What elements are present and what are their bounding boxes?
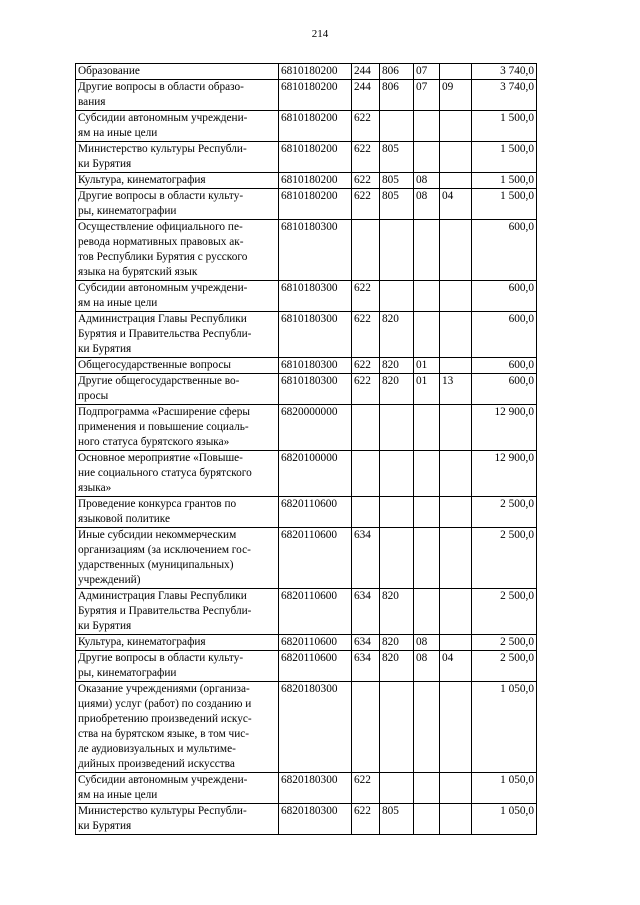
row-amount-cell: 12 900,0 — [472, 405, 537, 451]
budget-table-body — [76, 64, 537, 835]
row-code-cell: 6810180200 — [279, 142, 352, 173]
row-section-cell — [414, 312, 440, 358]
table-row — [76, 80, 537, 111]
row-amount-cell: 1 050,0 — [472, 773, 537, 804]
row-subsection-cell — [440, 804, 472, 835]
row-code-cell: 6820110600 — [279, 589, 352, 635]
row-expense-type-cell — [352, 682, 380, 773]
row-subsection-cell — [440, 405, 472, 451]
row-administrator-cell: 820 — [380, 374, 414, 405]
row-section-cell — [414, 142, 440, 173]
row-expense-type-cell: 244 — [352, 80, 380, 111]
row-amount-cell: 600,0 — [472, 374, 537, 405]
row-subsection-cell — [440, 111, 472, 142]
row-name-cell: Субсидии автономным учреждени- ям на иные цели — [76, 111, 279, 142]
row-section-cell: 08 — [414, 189, 440, 220]
row-amount-cell: 1 500,0 — [472, 142, 537, 173]
row-subsection-cell — [440, 312, 472, 358]
row-administrator-cell — [380, 220, 414, 281]
row-amount-cell: 600,0 — [472, 312, 537, 358]
table-row — [76, 451, 537, 497]
row-expense-type-cell — [352, 220, 380, 281]
row-name-cell: Иные субсидии некоммерческим организациям (за исключением гос- ударственных (муниципальных) учреждений) — [76, 528, 279, 589]
row-section-cell — [414, 682, 440, 773]
row-administrator-cell: 820 — [380, 312, 414, 358]
row-subsection-cell — [440, 64, 472, 80]
row-expense-type-cell: 622 — [352, 173, 380, 189]
row-code-cell: 6820180300 — [279, 682, 352, 773]
row-code-cell: 6810180200 — [279, 80, 352, 111]
row-name-cell: Культура, кинематография — [76, 173, 279, 189]
row-expense-type-cell — [352, 497, 380, 528]
row-administrator-cell — [380, 111, 414, 142]
row-subsection-cell — [440, 451, 472, 497]
row-expense-type-cell: 634 — [352, 651, 380, 682]
row-section-cell — [414, 281, 440, 312]
row-code-cell: 6820180300 — [279, 773, 352, 804]
table-row — [76, 682, 537, 773]
table-row — [76, 142, 537, 173]
row-section-cell — [414, 451, 440, 497]
row-code-cell: 6820100000 — [279, 451, 352, 497]
row-amount-cell: 1 050,0 — [472, 682, 537, 773]
row-section-cell — [414, 773, 440, 804]
row-amount-cell: 1 500,0 — [472, 111, 537, 142]
row-subsection-cell — [440, 281, 472, 312]
row-expense-type-cell: 622 — [352, 773, 380, 804]
row-amount-cell: 2 500,0 — [472, 635, 537, 651]
row-amount-cell: 1 500,0 — [472, 189, 537, 220]
row-amount-cell: 2 500,0 — [472, 651, 537, 682]
row-expense-type-cell: 622 — [352, 312, 380, 358]
table-row — [76, 405, 537, 451]
row-administrator-cell: 820 — [380, 651, 414, 682]
row-section-cell — [414, 528, 440, 589]
row-amount-cell: 600,0 — [472, 220, 537, 281]
row-expense-type-cell: 634 — [352, 589, 380, 635]
row-administrator-cell: 820 — [380, 635, 414, 651]
row-code-cell: 6810180300 — [279, 312, 352, 358]
row-expense-type-cell: 622 — [352, 142, 380, 173]
row-section-cell: 07 — [414, 64, 440, 80]
row-amount-cell: 1 050,0 — [472, 804, 537, 835]
row-name-cell: Другие вопросы в области культу- ры, кинематографии — [76, 189, 279, 220]
row-expense-type-cell: 622 — [352, 111, 380, 142]
row-section-cell — [414, 589, 440, 635]
row-name-cell: Осуществление официального пе- ревода нормативных правовых ак- тов Республики Бурятия с русского языка на бурятский язык — [76, 220, 279, 281]
row-administrator-cell: 806 — [380, 64, 414, 80]
row-expense-type-cell: 622 — [352, 189, 380, 220]
row-administrator-cell: 820 — [380, 589, 414, 635]
row-subsection-cell — [440, 773, 472, 804]
row-amount-cell: 1 500,0 — [472, 173, 537, 189]
budget-table — [75, 63, 537, 835]
row-amount-cell: 600,0 — [472, 281, 537, 312]
row-expense-type-cell: 244 — [352, 64, 380, 80]
row-section-cell — [414, 220, 440, 281]
row-section-cell — [414, 497, 440, 528]
row-amount-cell: 3 740,0 — [472, 80, 537, 111]
row-code-cell: 6820000000 — [279, 405, 352, 451]
row-name-cell: Другие вопросы в области образо- вания — [76, 80, 279, 111]
row-section-cell: 01 — [414, 374, 440, 405]
row-expense-type-cell: 622 — [352, 358, 380, 374]
row-administrator-cell — [380, 451, 414, 497]
row-subsection-cell — [440, 358, 472, 374]
table-row — [76, 635, 537, 651]
row-name-cell: Администрация Главы Республики Бурятия и Правительства Республи- ки Бурятия — [76, 589, 279, 635]
row-subsection-cell: 04 — [440, 189, 472, 220]
row-name-cell: Министерство культуры Республи- ки Бурятия — [76, 804, 279, 835]
table-row — [76, 220, 537, 281]
table-row — [76, 374, 537, 405]
row-code-cell: 6810180300 — [279, 220, 352, 281]
row-amount-cell: 3 740,0 — [472, 64, 537, 80]
row-code-cell: 6820110600 — [279, 528, 352, 589]
table-row — [76, 281, 537, 312]
table-row — [76, 651, 537, 682]
page-number: 214 — [311, 28, 329, 40]
row-code-cell: 6820110600 — [279, 651, 352, 682]
row-administrator-cell: 805 — [380, 189, 414, 220]
table-row — [76, 528, 537, 589]
row-expense-type-cell: 622 — [352, 374, 380, 405]
row-administrator-cell: 805 — [380, 173, 414, 189]
table-row — [76, 773, 537, 804]
row-code-cell: 6810180300 — [279, 281, 352, 312]
row-amount-cell: 2 500,0 — [472, 589, 537, 635]
table-row — [76, 173, 537, 189]
row-code-cell: 6820110600 — [279, 497, 352, 528]
row-name-cell: Администрация Главы Республики Бурятия и Правительства Республи- ки Бурятия — [76, 312, 279, 358]
table-row — [76, 189, 537, 220]
row-name-cell: Другие общегосударственные во- просы — [76, 374, 279, 405]
row-code-cell: 6810180300 — [279, 358, 352, 374]
row-code-cell: 6810180200 — [279, 111, 352, 142]
row-subsection-cell — [440, 142, 472, 173]
row-subsection-cell — [440, 635, 472, 651]
row-code-cell: 6810180200 — [279, 64, 352, 80]
row-administrator-cell: 805 — [380, 804, 414, 835]
row-code-cell: 6820110600 — [279, 635, 352, 651]
row-amount-cell: 2 500,0 — [472, 528, 537, 589]
row-subsection-cell — [440, 589, 472, 635]
row-section-cell — [414, 804, 440, 835]
table-row — [76, 312, 537, 358]
row-name-cell: Образование — [76, 64, 279, 80]
row-name-cell: Оказание учреждениями (организа- циями) услуг (работ) по созданию и приобретению произведений искус- ства на бурятском языке, в том чис- ле аудиовизуальных и мультиме- дийных произведений искусства — [76, 682, 279, 773]
row-code-cell: 6810180200 — [279, 173, 352, 189]
row-subsection-cell — [440, 682, 472, 773]
table-row — [76, 497, 537, 528]
row-section-cell: 07 — [414, 80, 440, 111]
row-subsection-cell — [440, 173, 472, 189]
row-name-cell: Министерство культуры Республи- ки Бурятия — [76, 142, 279, 173]
row-amount-cell: 12 900,0 — [472, 451, 537, 497]
row-name-cell: Субсидии автономным учреждени- ям на иные цели — [76, 281, 279, 312]
row-administrator-cell: 820 — [380, 358, 414, 374]
table-row — [76, 111, 537, 142]
row-code-cell: 6810180300 — [279, 374, 352, 405]
row-code-cell: 6810180200 — [279, 189, 352, 220]
row-expense-type-cell — [352, 405, 380, 451]
row-subsection-cell: 13 — [440, 374, 472, 405]
row-code-cell: 6820180300 — [279, 804, 352, 835]
row-name-cell: Другие вопросы в области культу- ры, кинематографии — [76, 651, 279, 682]
row-section-cell — [414, 111, 440, 142]
row-administrator-cell — [380, 773, 414, 804]
row-name-cell: Подпрограмма «Расширение сферы применения и повышение социаль- ного статуса бурятского языка» — [76, 405, 279, 451]
row-section-cell: 08 — [414, 635, 440, 651]
row-amount-cell: 2 500,0 — [472, 497, 537, 528]
row-subsection-cell — [440, 528, 472, 589]
row-name-cell: Общегосударственные вопросы — [76, 358, 279, 374]
row-subsection-cell — [440, 220, 472, 281]
row-amount-cell: 600,0 — [472, 358, 537, 374]
row-administrator-cell: 805 — [380, 142, 414, 173]
row-administrator-cell: 806 — [380, 80, 414, 111]
row-administrator-cell — [380, 405, 414, 451]
table-row — [76, 358, 537, 374]
row-subsection-cell: 04 — [440, 651, 472, 682]
row-name-cell: Основное мероприятие «Повыше- ние социального статуса бурятского языка» — [76, 451, 279, 497]
row-administrator-cell — [380, 682, 414, 773]
row-expense-type-cell — [352, 451, 380, 497]
row-administrator-cell — [380, 497, 414, 528]
row-name-cell: Субсидии автономным учреждени- ям на иные цели — [76, 773, 279, 804]
row-section-cell: 08 — [414, 173, 440, 189]
row-subsection-cell — [440, 497, 472, 528]
row-name-cell: Проведение конкурса грантов по языковой политике — [76, 497, 279, 528]
row-name-cell: Культура, кинематография — [76, 635, 279, 651]
row-section-cell: 08 — [414, 651, 440, 682]
table-row — [76, 804, 537, 835]
table-row — [76, 589, 537, 635]
row-administrator-cell — [380, 281, 414, 312]
row-section-cell — [414, 405, 440, 451]
row-expense-type-cell: 622 — [352, 804, 380, 835]
row-expense-type-cell: 634 — [352, 528, 380, 589]
row-expense-type-cell: 634 — [352, 635, 380, 651]
table-row — [76, 64, 537, 80]
row-expense-type-cell: 622 — [352, 281, 380, 312]
row-administrator-cell — [380, 528, 414, 589]
row-section-cell: 01 — [414, 358, 440, 374]
row-subsection-cell: 09 — [440, 80, 472, 111]
